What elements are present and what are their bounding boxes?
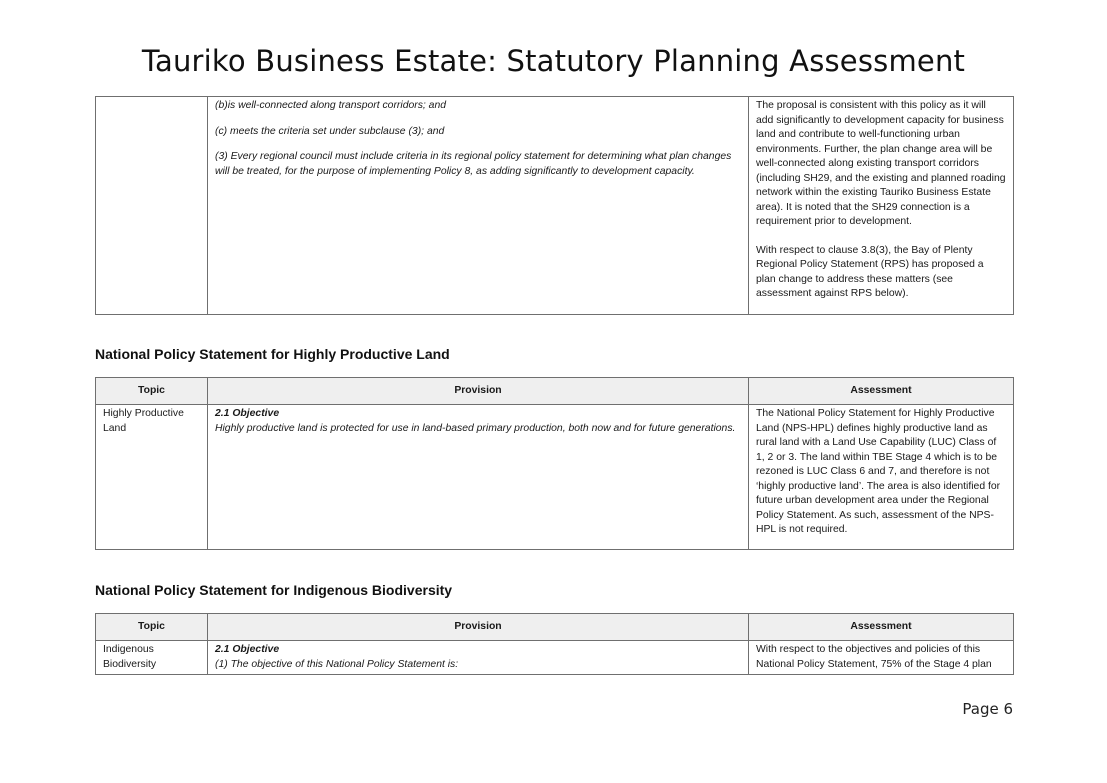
page-title: Tauriko Business Estate: Statutory Planning Assessment [141,44,966,78]
assessment-paragraph: The proposal is consistent with this policy as it will add significantly to development capacity for business land and contribute to well-functioning urban environments. Further, the plan change area will be well-connected along existing transport corridors (including SH29, and the existing and planned roading network within the existing Tauriko Business Estate area). It is noted that the SH29 connection is a requirement prior to development. [756,100,1006,227]
ib-table [95,613,1014,675]
page-number: Page 6 [962,700,1013,718]
column-header-topic: Topic [96,614,208,641]
section-heading-ib: National Policy Statement for Indigenous Biodiversity [95,582,453,598]
provision-paragraph: (c) meets the criteria set under subclause (3); and [215,125,445,137]
column-header-assessment: Assessment [749,614,1014,641]
assessment-cell: The National Policy Statement for Highly Productive Land (NPS-HPL) defines highly productive land as rural land with a Land Use Capability (LUC) Class of 1, 2 or 3. The land within TBE Stage 4 which is to be rezoned is LUC Class 6 and 7, and therefore is not ‘highly productive land’. The area is also identified for future urban development area under the Regional Policy Statement. As such, assessment of the NPS-HPL is not required. [749,405,1014,550]
provision-text: Highly productive land is protected for use in land-based primary production, both now and for future generations. [215,422,736,434]
provision-heading: 2.1 Objective [215,408,280,419]
column-header-provision: Provision [208,378,749,405]
table-row [96,641,1014,675]
provision-cell [208,405,749,550]
topic-cell: Indigenous Biodiversity [96,641,208,675]
hpl-table [95,377,1014,550]
provision-paragraph: (b)is well-connected along transport corridors; and [215,100,447,111]
assessment-cell [749,97,1014,315]
table-header-row [96,614,1014,641]
topic-cell: Highly Productive Land [96,405,208,550]
assessment-cell: With respect to the objectives and policies of this National Policy Statement, 75% of the Stage 4 plan [749,641,1014,675]
table-header-row [96,378,1014,405]
provision-cell [208,97,749,315]
topic-cell [96,97,208,315]
table-row [96,97,1014,315]
continued-policy-table [95,96,1014,315]
provision-text: (1) The objective of this National Policy Statement is: [215,658,459,670]
provision-heading: 2.1 Objective [215,644,280,655]
provision-paragraph: (3) Every regional council must include criteria in its regional policy statement for determining what plan changes will be treated, for the purpose of implementing Policy 8, as adding significantly to development capacity. [215,151,732,177]
provision-cell [208,641,749,675]
table-row [96,405,1014,550]
column-header-topic: Topic [96,378,208,405]
section-heading-hpl: National Policy Statement for Highly Productive Land [95,346,450,362]
assessment-paragraph: With respect to clause 3.8(3), the Bay of Plenty Regional Policy Statement (RPS) has proposed a plan change to address these matters (see assessment against RPS below). [756,244,984,299]
column-header-provision: Provision [208,614,749,641]
column-header-assessment: Assessment [749,378,1014,405]
